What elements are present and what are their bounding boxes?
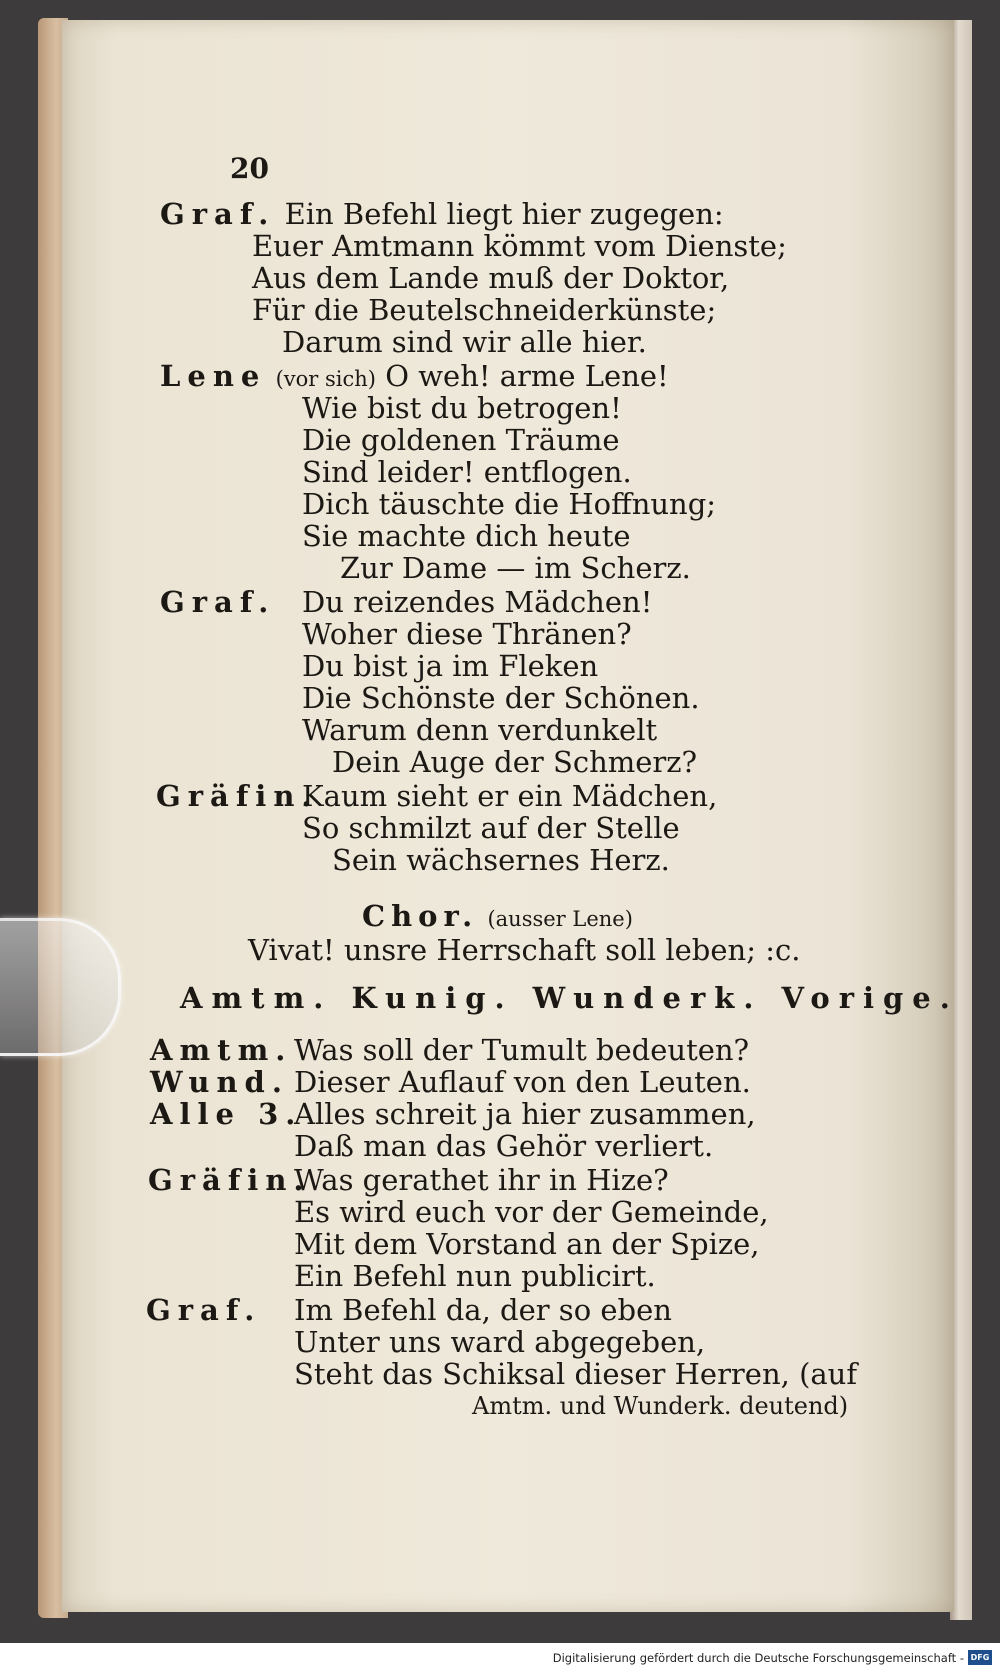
verse-text: Was gerathet ihr in Hize? [294,1163,669,1197]
verse-line [472,1390,848,1422]
verse-line [294,1260,656,1292]
verse-text: Woher diese Thränen? [302,617,632,651]
verse-text: Für die Beutelschneiderkünste; [252,293,717,327]
characters-list: Amtm. Kunig. Wunderk. Vorige. [180,981,959,1015]
speaker-label: Chor. [362,899,479,933]
scene-heading [180,982,959,1014]
verse-line [160,198,724,230]
verse-line [248,934,800,966]
verse-text: Sie machte dich heute [302,519,631,553]
verse-line [302,424,620,456]
verse-line [302,618,632,650]
verse-text: Zur Dame — im Scherz. [340,551,691,585]
verse-line [332,844,670,876]
speaker-label: Graf. [160,197,276,231]
speaker-label: Gräfin. [148,1163,311,1197]
digitization-credit: Digitalisierung gefördert durch die Deutsche Forschungsgemeinschaft - [552,1651,964,1665]
verse-text: Vivat! unsre Herrschaft soll leben; :c. [248,933,801,967]
verse-line [252,230,787,262]
verse-line [302,586,652,618]
speaker-label: Wund. [150,1065,289,1099]
verse-line [294,1130,713,1162]
verse-line [148,1164,311,1196]
verse-line [294,1228,760,1260]
verse-text: Du reizendes Mädchen! [302,585,653,619]
page-number: 20 [230,152,269,185]
verse-text: So schmilzt auf der Stelle [302,811,680,845]
verse-text: Euer Amtmann kömmt vom Dienste; [252,229,787,263]
verse-line [294,1196,769,1228]
verse-line [252,294,716,326]
verse-text: Daß man das Gehör verliert. [294,1129,714,1163]
speaker-label: Amtm. [150,1033,293,1067]
verse-text: Steht das Schiksal dieser Herren, (auf [294,1357,858,1391]
page-clip [0,918,121,1056]
verse-line [332,746,697,778]
verse-line [302,682,700,714]
verse-text: Sind leider! entflogen. [302,455,632,489]
verse-line [294,1164,669,1196]
verse-line [150,1098,302,1130]
verse-text: Ein Befehl nun publicirt. [294,1259,656,1293]
verse-line [294,1358,857,1390]
verse-text: Mit dem Vorstand an der Spize, [294,1227,760,1261]
verse-line [156,780,319,812]
verse-text: Alles schreit ja hier zusammen, [294,1097,756,1131]
speaker-label: Graf. [160,585,276,619]
verse-line [294,1034,749,1066]
verse-line [302,780,717,812]
verse-text: Amtm. und Wunderk. deutend) [472,1392,849,1420]
chorus-heading [362,900,633,935]
verse-text: Du bist ja im Fleken [302,649,599,683]
verse-line [282,326,647,358]
verse-text: Dieser Auflauf von den Leuten. [294,1065,751,1099]
verse-text: Wie bist du betrogen! [302,391,622,425]
verse-line [160,360,669,395]
verse-line [146,1294,261,1326]
verse-text: Aus dem Lande muß der Doktor, [252,261,730,295]
verse-text: O weh! arme Lene! [385,359,669,393]
verse-text: Sein wächsernes Herz. [332,843,670,877]
speaker-label: Gräfin. [156,779,319,813]
verse-text: Es wird euch vor der Gemeinde, [294,1195,769,1229]
speaker-label: Lene [160,359,267,393]
verse-line [294,1066,751,1098]
verse-text: Die Schönste der Schönen. [302,681,700,715]
verse-line [150,1034,292,1066]
verse-text: Dich täuschte die Hoffnung; [302,487,717,521]
verse-line [294,1294,672,1326]
verse-text: Unter uns ward abgegeben, [294,1325,706,1359]
verse-line [294,1326,705,1358]
speaker-label: Alle 3. [150,1097,303,1131]
verse-text: Kaum sieht er ein Mädchen, [302,779,718,813]
verse-text: Dein Auge der Schmerz? [332,745,698,779]
verse-line [160,586,275,618]
stage-direction: (vor sich) [275,367,376,391]
stage-direction: (ausser Lene) [487,907,633,931]
verse-line [302,392,622,424]
verse-text: Was soll der Tumult bedeuten? [294,1033,750,1067]
verse-line [302,714,657,746]
verse-line [302,650,598,682]
verse-text: Darum sind wir alle hier. [282,325,647,359]
verse-line [340,552,691,584]
verse-text: Die goldenen Träume [302,423,620,457]
verse-line [302,456,632,488]
speaker-label: Graf. [146,1293,262,1327]
verse-line [302,812,680,844]
verse-line [150,1066,289,1098]
verse-text: Ein Befehl liegt hier zugegen: [284,197,724,231]
verse-line [252,262,729,294]
book-page [62,20,959,1612]
dfg-logo: DFG [968,1650,992,1665]
verse-line [294,1098,756,1130]
verse-line [302,488,716,520]
verse-text: Warum denn verdunkelt [302,713,658,747]
verse-line [302,520,631,552]
verse-text: Im Befehl da, der so eben [294,1293,672,1327]
